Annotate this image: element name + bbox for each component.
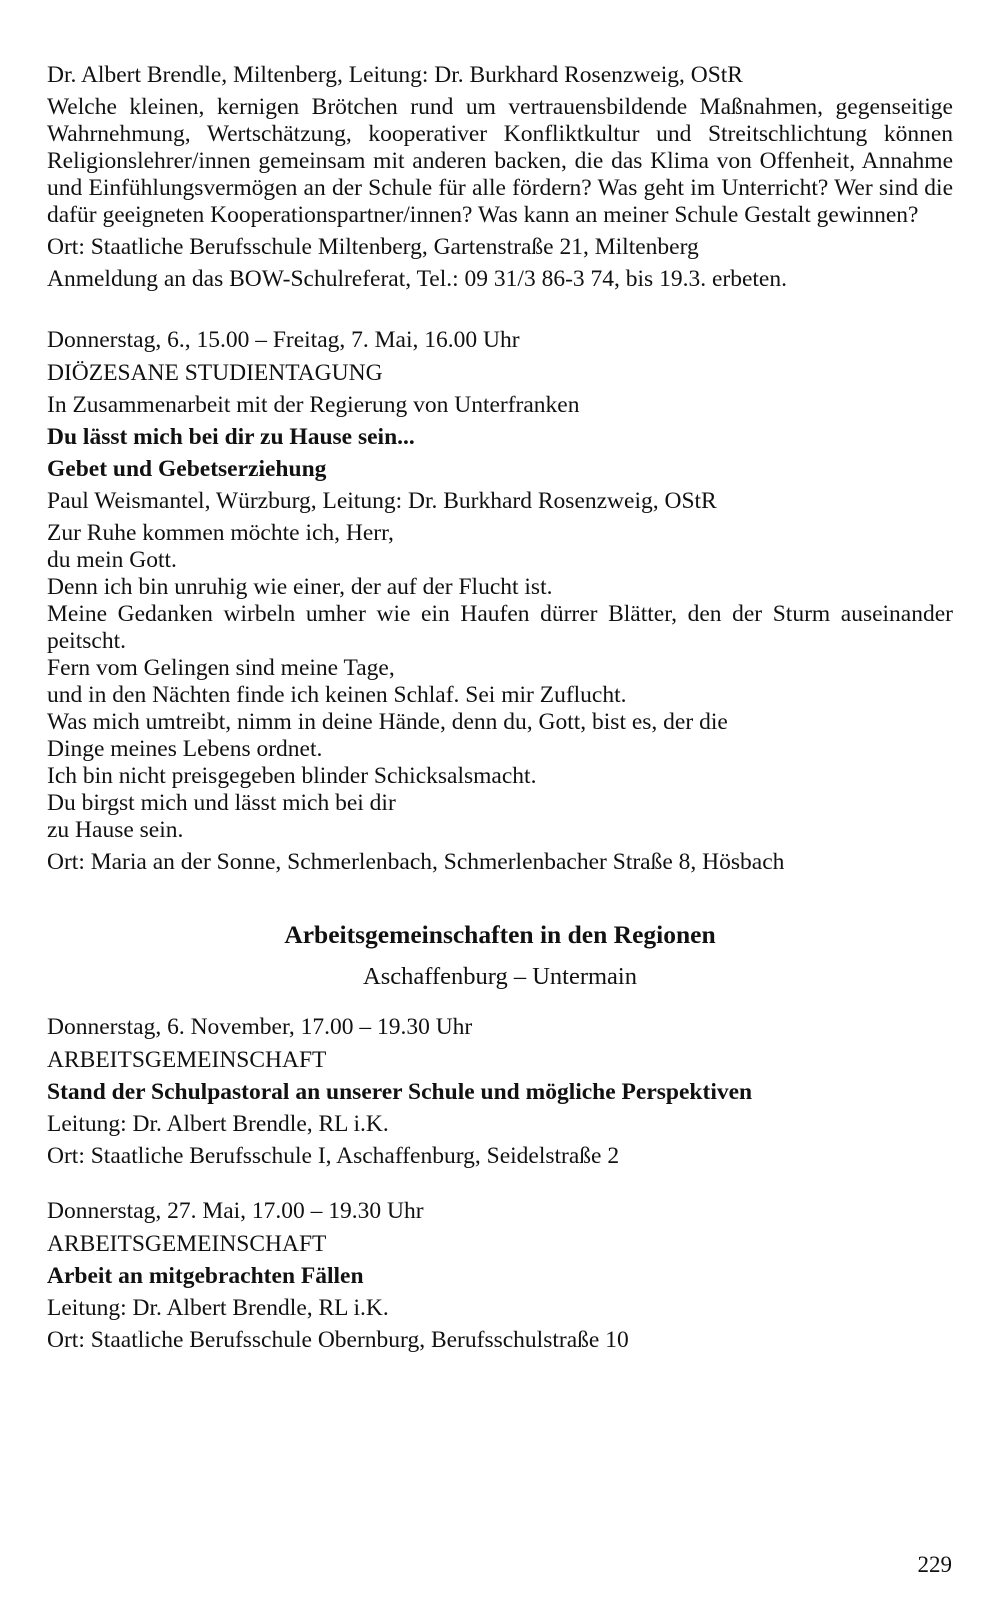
poem-line: Was mich umtreibt, nimm in deine Hände, denn du, Gott, bist es, der die xyxy=(47,709,728,735)
ag2-leader: Leitung: Dr. Albert Brendle, RL i.K. xyxy=(47,1295,389,1321)
ag1-type: ARBEITSGEMEINSCHAFT xyxy=(47,1047,327,1073)
poem-line: Dinge meines Lebens ordnet. xyxy=(47,736,323,762)
poem-line: Du birgst mich und lässt mich bei dir xyxy=(47,790,396,816)
document-page xyxy=(47,62,953,1354)
poem-line: Denn ich bin unruhig wie einer, der auf der Flucht ist. xyxy=(47,574,553,600)
ag2-date: Donnerstag, 27. Mai, 17.00 – 19.30 Uhr xyxy=(47,1198,424,1224)
poem-line: Fern vom Gelingen sind meine Tage, xyxy=(47,655,395,681)
poem-line: Zur Ruhe kommen möchte ich, Herr, xyxy=(47,520,394,546)
ag1-leader: Leitung: Dr. Albert Brendle, RL i.K. xyxy=(47,1111,389,1137)
study-date: Donnerstag, 6., 15.00 – Freitag, 7. Mai, 16.00 Uhr xyxy=(47,327,520,353)
intro-description: Welche kleinen, kernigen Brötchen rund um vertrauensbildende Maßnahmen, gegenseitige Wahrnehmung, Wertschätzung, kooperativer Konfliktkultur und Streitschlichtung können Religionslehrer/innen gemeinsam mit anderen backen, die das Klima von Offenheit, Annahme und Einfühlungsvermögen an der Schule für alle fördern? Was geht im Unterricht? Wer sind die dafür geeigneten Kooperationspartner/innen? Was kann an meiner Schule Gestalt gewinnen? xyxy=(47,94,953,228)
section-region: Aschaffenburg – Untermain xyxy=(363,963,637,990)
ag2-location: Ort: Staatliche Berufsschule Obernburg, Berufsschulstraße 10 xyxy=(47,1327,629,1353)
poem-line: Meine Gedanken wirbeln umher wie ein Haufen dürrer Blätter, den der Sturm auseinander peitscht. xyxy=(47,601,953,654)
study-title-line2: Gebet und Gebetserziehung xyxy=(47,456,327,482)
ag1-location: Ort: Staatliche Berufsschule I, Aschaffenburg, Seidelstraße 2 xyxy=(47,1143,620,1169)
intro-speaker-line: Dr. Albert Brendle, Miltenberg, Leitung: Dr. Burkhard Rosenzweig, OStR xyxy=(47,62,743,88)
page-number: 229 xyxy=(917,1552,952,1577)
poem-line: zu Hause sein. xyxy=(47,817,184,843)
intro-registration: Anmeldung an das BOW-Schulreferat, Tel.: 09 31/3 86-3 74, bis 19.3. erbeten. xyxy=(47,266,787,292)
study-location: Ort: Maria an der Sonne, Schmerlenbach, Schmerlenbacher Straße 8, Hösbach xyxy=(47,849,785,875)
ag1-title: Stand der Schulpastoral an unserer Schule und mögliche Perspektiven xyxy=(47,1079,753,1105)
ag2-type: ARBEITSGEMEINSCHAFT xyxy=(47,1231,327,1257)
poem-line: du mein Gott. xyxy=(47,547,177,573)
ag1-date: Donnerstag, 6. November, 17.00 – 19.30 Uhr xyxy=(47,1014,473,1040)
study-type: DIÖZESANE STUDIENTAGUNG xyxy=(47,360,383,386)
study-cooperation: In Zusammenarbeit mit der Regierung von Unterfranken xyxy=(47,392,580,418)
intro-location: Ort: Staatliche Berufsschule Miltenberg, Gartenstraße 21, Miltenberg xyxy=(47,234,699,260)
study-speaker-line: Paul Weismantel, Würzburg, Leitung: Dr. Burkhard Rosenzweig, OStR xyxy=(47,488,717,514)
poem-line: Ich bin nicht preisgegeben blinder Schicksalsmacht. xyxy=(47,763,537,789)
ag2-title: Arbeit an mitgebrachten Fällen xyxy=(47,1263,364,1289)
study-title-line1: Du lässt mich bei dir zu Hause sein... xyxy=(47,424,415,450)
study-poem xyxy=(47,520,953,844)
poem-line: und in den Nächten finde ich keinen Schlaf. Sei mir Zuflucht. xyxy=(47,682,627,708)
section-title: Arbeitsgemeinschaften in den Regionen xyxy=(284,920,716,949)
